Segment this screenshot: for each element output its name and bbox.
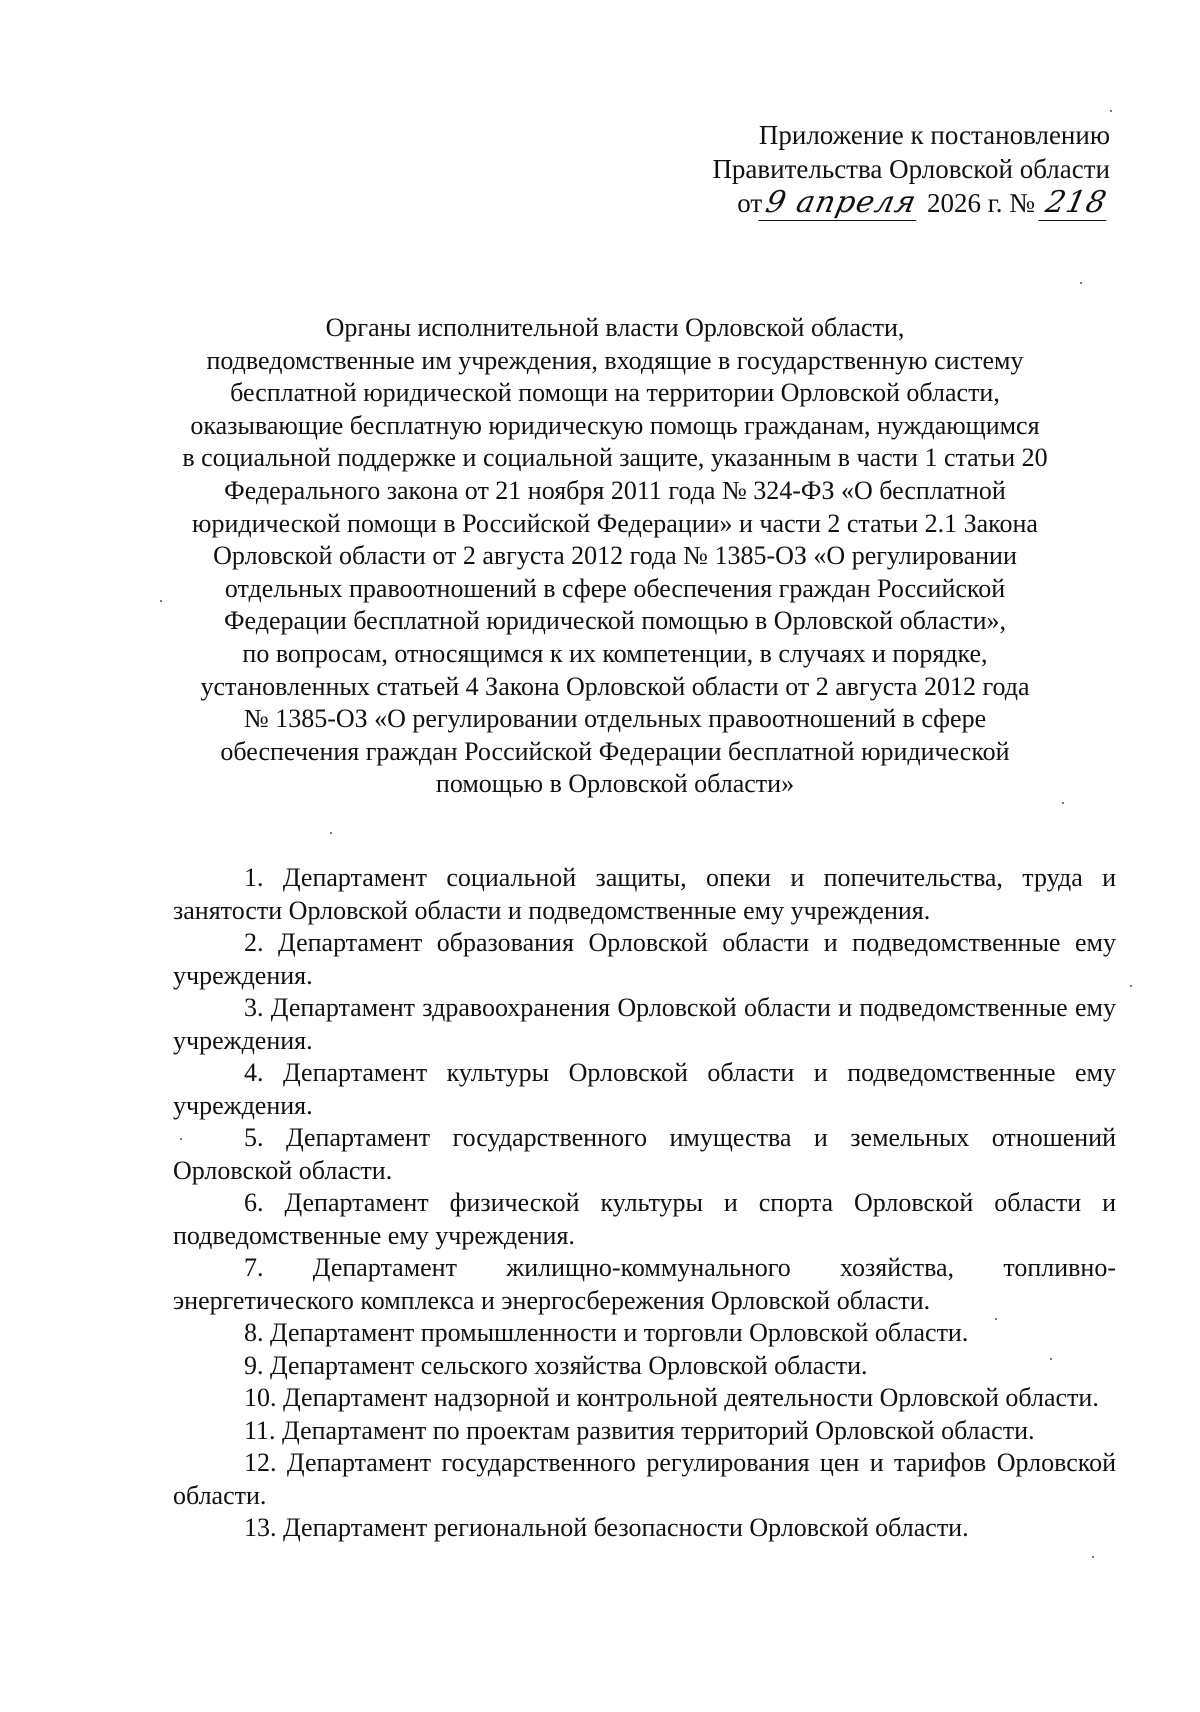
scan-speck (1080, 282, 1082, 284)
title-line: помощью в Орловской области» (435, 769, 795, 799)
list-item: 7. Департамент жилищно-коммунального хозяйства, топливно-энергетического комплекса и энергосбережения Орловской области. (173, 1253, 1116, 1315)
list-item: 3. Департамент здравоохранения Орловской области и подведомственные ему учреждения. (173, 993, 1116, 1055)
title-line: Органы исполнительной власти Орловской области, (325, 313, 905, 342)
scan-speck (1050, 1358, 1052, 1360)
handwritten-date: 9 апреля (758, 186, 923, 221)
scan-speck (160, 600, 162, 602)
appendix-line-2: Правительства Орловской области (712, 154, 1110, 184)
date-prefix: от (737, 188, 763, 218)
title-line: юридической помощи в Российской Федерации» и части 2 статьи 2.1 Закона (192, 508, 1038, 538)
handwritten-number: 218 (1038, 186, 1114, 221)
title-line: оказывающие бесплатную юридическую помощь гражданам, нуждающимся (190, 410, 1040, 440)
title-line: установленных статьей 4 Закона Орловской области от 2 августа 2012 года (200, 671, 1030, 701)
list-item: 11. Департамент по проектам развития территорий Орловской области. (244, 1415, 1035, 1445)
appendix-date-line (590, 186, 1110, 221)
scan-speck (330, 832, 332, 834)
list-item: 8. Департамент промышленности и торговли Орловской области. (244, 1318, 969, 1347)
year-text: 2026 г. № (926, 188, 1035, 218)
appendix-header (590, 118, 1110, 221)
list-item: 5. Департамент государственного имущества и земельных отношений Орловской области. (173, 1123, 1116, 1185)
list-item: 9. Департамент сельского хозяйства Орловской области. (244, 1350, 868, 1380)
list-item: 2. Департамент образования Орловской области и подведомственные ему учреждения. (173, 928, 1116, 990)
list-item: 12. Департамент государственного регулирования цен и тарифов Орловской области. (173, 1448, 1116, 1510)
title-line: отдельных правоотношений в сфере обеспечения граждан Российской (224, 573, 1006, 603)
scan-speck (1092, 1556, 1094, 1558)
title-line: подведомственные им учреждения, входящие в государственную систему (206, 345, 1024, 375)
list-item: 13. Департамент региональной безопасности Орловской области. (244, 1513, 969, 1542)
title-line: бесплатной юридической помощи на территории Орловской области, (230, 378, 1000, 408)
scan-speck (1062, 802, 1064, 804)
title-line: № 1385-ОЗ «О регулировании отдельных правоотношений в сфере (243, 704, 987, 734)
title-line: Орловской области от 2 августа 2012 года № 1385-ОЗ «О регулировании (213, 541, 1017, 571)
title-line: обеспечения граждан Российской Федерации бесплатной юридической (220, 736, 1010, 766)
department-list (173, 862, 1116, 1545)
scan-speck (1110, 110, 1112, 112)
document-title (150, 312, 1080, 801)
scan-speck (995, 1318, 997, 1320)
scan-speck (1130, 985, 1132, 987)
title-line: по вопросам, относящимся к их компетенции, в случаях и порядке, (242, 638, 988, 668)
list-item: 6. Департамент физической культуры и спорта Орловской области и подведомственные ему учреждения. (173, 1188, 1116, 1250)
title-line: в социальной поддержке и социальной защите, указанным в части 1 статьи 20 (182, 443, 1048, 473)
list-item: 4. Департамент культуры Орловской области и подведомственные ему учреждения. (173, 1058, 1116, 1120)
scan-speck (180, 1138, 182, 1140)
title-line: Федерации бесплатной юридической помощью в Орловской области», (223, 606, 1007, 636)
title-line: Федерального закона от 21 ноября 2011 года № 324-ФЗ «О бесплатной (224, 475, 1006, 505)
list-item: 1. Департамент социальной защиты, опеки и попечительства, труда и занятости Орловской области и подведомственные ему учреждения. (173, 863, 1116, 925)
appendix-line-1: Приложение к постановлению (758, 120, 1110, 150)
list-item: 10. Департамент надзорной и контрольной деятельности Орловской области. (244, 1383, 1099, 1412)
